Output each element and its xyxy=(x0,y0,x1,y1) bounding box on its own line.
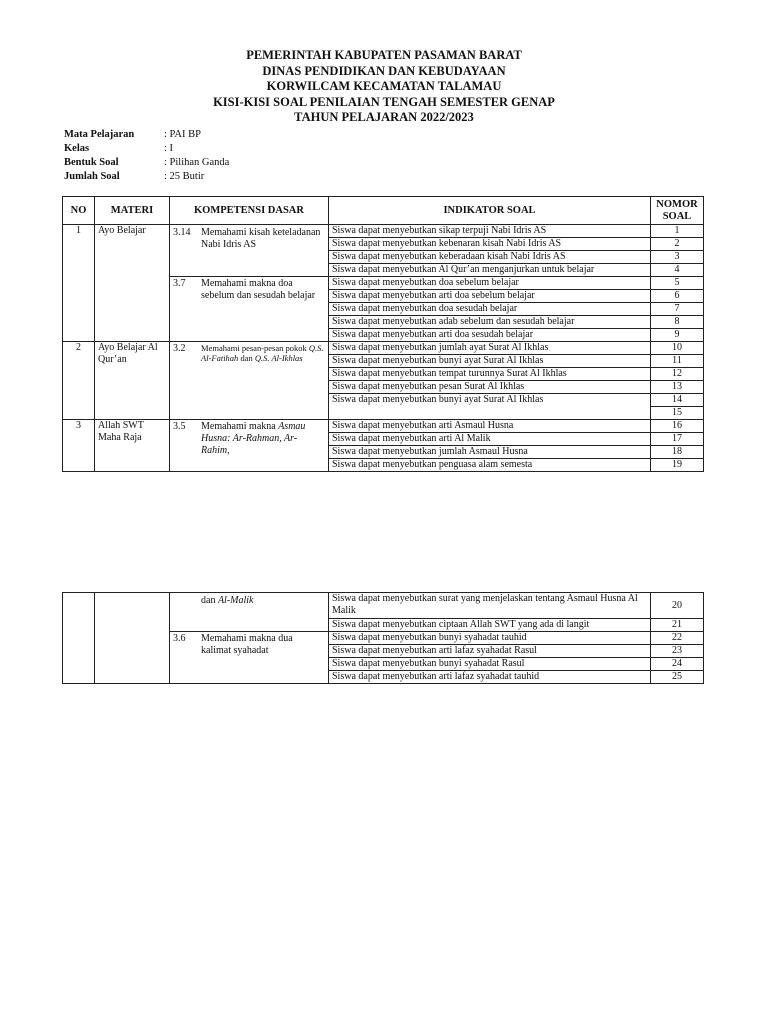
nomor-soal: 18 xyxy=(651,446,704,459)
indikator-cell: Siswa dapat menyebutkan penguasa alam semesta xyxy=(329,459,651,472)
nomor-soal: 24 xyxy=(651,658,704,671)
document-meta xyxy=(64,128,229,184)
materi-cell xyxy=(95,593,170,684)
kd-cell xyxy=(170,420,329,472)
meta-value: : 25 Butir xyxy=(164,171,205,182)
table-header-row xyxy=(63,197,704,225)
kd-text: Memahami makna doa sebelum dan sesudah belajar xyxy=(201,278,316,301)
nomor-soal: 5 xyxy=(651,277,704,290)
nomor-soal: 14 xyxy=(651,394,704,407)
materi-cell: Ayo Belajar xyxy=(95,225,170,342)
kd-text: dan Al-Malik xyxy=(201,595,254,606)
indikator-cell: Siswa dapat menyebutkan kebenaran kisah Nabi Idris AS xyxy=(329,238,651,251)
indikator-cell: Siswa dapat menyebutkan arti Al Malik xyxy=(329,433,651,446)
kd-text: Memahami makna dua kalimat syahadat xyxy=(201,633,293,656)
indikator-cell: Siswa dapat menyebutkan bunyi syahadat tauhid xyxy=(329,632,651,645)
indikator-cell: Siswa dapat menyebutkan sikap terpuji Nabi Idris AS xyxy=(329,225,651,238)
header-line: KISI-KISI SOAL PENILAIAN TENGAH SEMESTER GENAP xyxy=(213,94,555,109)
meta-row xyxy=(64,170,229,184)
meta-label: Jumlah Soal xyxy=(64,171,120,182)
kd-code: 3.14 xyxy=(173,227,191,238)
meta-label: Kelas xyxy=(64,143,90,154)
indikator-cell: Siswa dapat menyebutkan bunyi syahadat Rasul xyxy=(329,658,651,671)
col-header-kd: KOMPETENSI DASAR xyxy=(170,197,329,225)
header-line: TAHUN PELAJARAN 2022/2023 xyxy=(294,110,474,124)
meta-row xyxy=(64,156,229,170)
indikator-cell: Siswa dapat menyebutkan arti doa sesudah belajar xyxy=(329,329,651,342)
table-row xyxy=(63,593,704,619)
nomor-soal: 16 xyxy=(651,420,704,433)
meta-value: : I xyxy=(164,143,174,154)
table-row xyxy=(63,342,704,355)
kd-cell xyxy=(170,342,329,420)
col-header-no: NO xyxy=(63,197,95,225)
indikator-cell: Siswa dapat menyebutkan arti lafaz syahadat Rasul xyxy=(329,645,651,658)
meta-value: : Pilihan Ganda xyxy=(164,157,230,168)
meta-value: : PAI BP xyxy=(164,129,201,140)
nomor-soal: 10 xyxy=(651,342,704,355)
header-line: KORWILCAM KECAMATAN TALAMAU xyxy=(266,79,502,93)
nomor-soal: 2 xyxy=(651,238,704,251)
nomor-soal: 11 xyxy=(651,355,704,368)
nomor-soal: 7 xyxy=(651,303,704,316)
materi-cell: Allah SWT Maha Raja xyxy=(95,420,170,472)
indikator-cell: Siswa dapat menyebutkan pesan Surat Al Ikhlas xyxy=(329,381,651,394)
nomor-soal: 19 xyxy=(651,459,704,472)
nomor-soal: 25 xyxy=(651,671,704,684)
nomor-soal: 15 xyxy=(651,407,704,420)
nomor-soal: 1 xyxy=(651,225,704,238)
nomor-soal: 8 xyxy=(651,316,704,329)
table-row xyxy=(63,420,704,433)
indikator-cell: Siswa dapat menyebutkan Al Qur’an menganjurkan untuk belajar xyxy=(329,264,651,277)
nomor-soal: 9 xyxy=(651,329,704,342)
nomor-soal: 22 xyxy=(651,632,704,645)
meta-row xyxy=(64,142,229,156)
header-line: DINAS PENDIDIKAN DAN KEBUDAYAAN xyxy=(262,63,506,78)
meta-label: Mata Pelajaran xyxy=(64,129,135,140)
kisi-kisi-table xyxy=(62,196,704,472)
indikator-cell: Siswa dapat menyebutkan jumlah Asmaul Husna xyxy=(329,446,651,459)
nomor-soal: 23 xyxy=(651,645,704,658)
nomor-soal: 6 xyxy=(651,290,704,303)
nomor-soal: 21 xyxy=(651,619,704,632)
kd-code: 3.2 xyxy=(173,343,186,354)
kd-text: Memahami pesan-pesan pokok Q.S. Al-Fatihah dan Q.S. Al-Ikhlas xyxy=(201,343,324,363)
indikator-cell: Siswa dapat menyebutkan tempat turunnya Surat Al Ikhlas xyxy=(329,368,651,381)
kd-cell xyxy=(170,632,329,684)
indikator-cell: Siswa dapat menyebutkan adab sebelum dan sesudah belajar xyxy=(329,316,651,329)
nomor-soal: 20 xyxy=(651,593,704,619)
kisi-kisi-table-continued xyxy=(62,592,704,684)
indikator-cell: Siswa dapat menyebutkan bunyi ayat Surat Al Ikhlas xyxy=(329,355,651,368)
col-header-indikator: INDIKATOR SOAL xyxy=(329,197,651,225)
row-number: 1 xyxy=(63,225,95,342)
nomor-soal: 12 xyxy=(651,368,704,381)
indikator-cell: Siswa dapat menyebutkan arti lafaz syahadat tauhid xyxy=(329,671,651,684)
nomor-soal: 4 xyxy=(651,264,704,277)
nomor-soal: 13 xyxy=(651,381,704,394)
kd-text: Memahami kisah keteladanan Nabi Idris AS xyxy=(201,227,321,250)
kd-text: Memahami makna Asmau Husna: Ar-Rahman, Ar-Rahim, xyxy=(201,421,306,456)
row-number: 3 xyxy=(63,420,95,472)
indikator-cell: Siswa dapat menyebutkan keberadaan kisah Nabi Idris AS xyxy=(329,251,651,264)
kd-code: 3.6 xyxy=(173,633,186,644)
kd-code: 3.7 xyxy=(173,278,186,289)
indikator-cell: Siswa dapat menyebutkan arti Asmaul Husna xyxy=(329,420,651,433)
indikator-cell: Siswa dapat menyebutkan surat yang menjelaskan tentang Asmaul Husna Al Malik xyxy=(329,593,651,619)
document-header xyxy=(0,48,768,126)
kd-cell xyxy=(170,593,329,632)
indikator-cell: Siswa dapat menyebutkan ciptaan Allah SWT yang ada di langit xyxy=(329,619,651,632)
materi-cell: Ayo Belajar Al Qur’an xyxy=(95,342,170,420)
meta-label: Bentuk Soal xyxy=(64,157,119,168)
header-line: PEMERINTAH KABUPATEN PASAMAN BARAT xyxy=(246,48,522,62)
col-header-nomor: NOMOR SOAL xyxy=(651,197,704,225)
nomor-soal: 17 xyxy=(651,433,704,446)
indikator-cell: Siswa dapat menyebutkan arti doa sebelum belajar xyxy=(329,290,651,303)
kd-code: 3.5 xyxy=(173,421,186,432)
kd-cell xyxy=(170,277,329,342)
table-row xyxy=(63,225,704,238)
indikator-cell: Siswa dapat menyebutkan doa sebelum belajar xyxy=(329,277,651,290)
meta-row xyxy=(64,128,229,142)
row-number xyxy=(63,593,95,684)
nomor-soal: 3 xyxy=(651,251,704,264)
row-number: 2 xyxy=(63,342,95,420)
kd-cell xyxy=(170,225,329,277)
indikator-cell: Siswa dapat menyebutkan bunyi ayat Surat Al Ikhlas xyxy=(329,394,651,420)
col-header-materi: MATERI xyxy=(95,197,170,225)
indikator-cell: Siswa dapat menyebutkan doa sesudah belajar xyxy=(329,303,651,316)
indikator-cell: Siswa dapat menyebutkan jumlah ayat Surat Al Ikhlas xyxy=(329,342,651,355)
